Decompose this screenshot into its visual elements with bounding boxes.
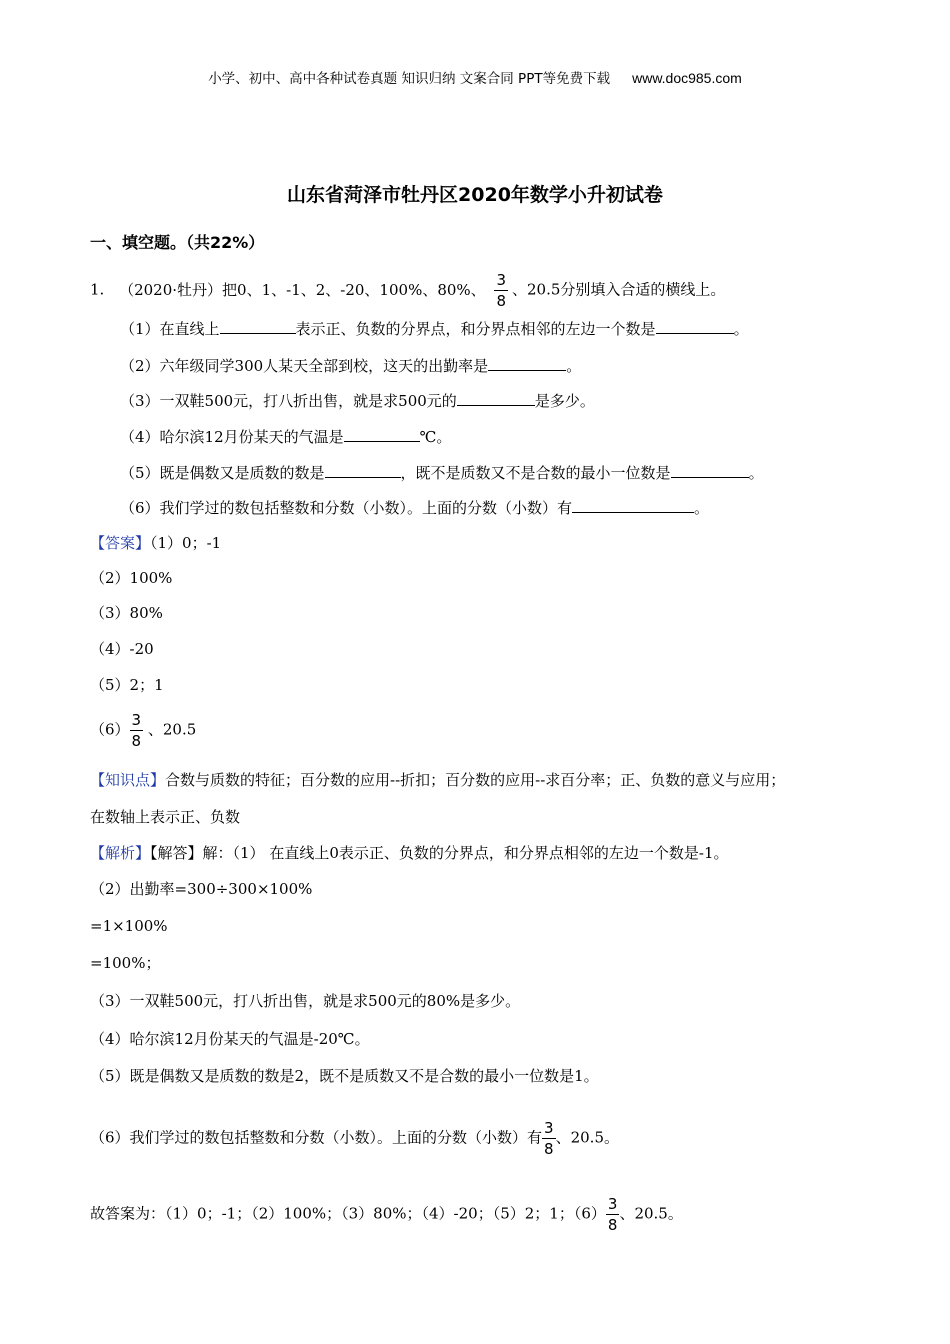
answer-blank[interactable] bbox=[457, 390, 535, 406]
answer-line-1: 【答案】（1）0；-1 bbox=[90, 534, 222, 552]
knowledge-label: 【知识点】 bbox=[90, 771, 166, 789]
sub-question-4: （4）哈尔滨12月份某天的气温是 ℃。 bbox=[120, 428, 452, 446]
analysis-line-6: （4）哈尔滨12月份某天的气温是-20℃。 bbox=[90, 1030, 370, 1048]
analysis-label: 【解析】 bbox=[90, 844, 151, 862]
answer-blank[interactable] bbox=[220, 318, 296, 334]
sub-question-6: （6）我们学过的数包括整数和分数（小数）。上面的分数（小数）有 。 bbox=[120, 499, 710, 517]
knowledge-line-1: 【知识点】合数与质数的特征；百分数的应用--折扣；百分数的应用--求百分率；正、负数的意义与应用； bbox=[90, 771, 786, 789]
sub-question-3: （3）一双鞋500元，打八折出售，就是求500元的 是多少。 bbox=[120, 392, 595, 410]
analysis-line-2: （2）出勤率=300÷300×100% bbox=[90, 880, 313, 898]
answer-blank[interactable] bbox=[344, 426, 420, 442]
answer-blank[interactable] bbox=[488, 355, 566, 371]
analysis-line-3: =1×100% bbox=[90, 917, 168, 935]
question-number: 1. bbox=[90, 280, 105, 299]
answer-blank[interactable] bbox=[671, 462, 749, 478]
header-text: 小学、初中、高中各种试卷真题 知识归纳 文案合同 PPT等免费下载 bbox=[208, 71, 611, 87]
page-header bbox=[0, 68, 950, 89]
answer-line-5: （5）2；1 bbox=[90, 676, 164, 694]
answer-blank[interactable] bbox=[656, 318, 734, 334]
analysis-line-4: =100%； bbox=[90, 954, 161, 972]
fraction-3-8: $\frac{3}{8}$ bbox=[607, 1195, 618, 1234]
header-site[interactable]: www.doc985.com bbox=[632, 70, 742, 86]
analysis-line-5: （3）一双鞋500元，打八折出售，就是求500元的80%是多少。 bbox=[90, 992, 521, 1010]
fraction-3-8: $\frac{3}{8}$ bbox=[544, 1119, 554, 1158]
answer-label: 【答案】 bbox=[90, 534, 151, 552]
answer-line-3: （3）80% bbox=[90, 604, 163, 622]
answer-line-2: （2）100% bbox=[90, 569, 173, 587]
sub-question-2: （2）六年级同学300人某天全部到校，这天的出勤率是 。 bbox=[120, 357, 582, 375]
question-1-stem: 1. （2020·牡丹）把0、1、-1、2、-20、100%、80%、 $\frac{3}{8}$ 、20.5分别填入合适的横线上。 bbox=[90, 271, 726, 310]
analysis-line-7: （5）既是偶数又是质数的数是2，既不是质数又不是合数的最小一位数是1。 bbox=[90, 1067, 599, 1085]
analysis-line-8: （6）我们学过的数包括整数和分数（小数）。上面的分数（小数）有 $\frac{3}{8}$ 、20.5。 bbox=[90, 1119, 619, 1158]
section-heading: 一、填空题。（共22%） bbox=[90, 233, 265, 252]
knowledge-line-2: 在数轴上表示正、负数 bbox=[90, 808, 241, 826]
fraction-3-8: $\frac{3}{8}$ bbox=[496, 271, 506, 310]
answer-line-4: （4）-20 bbox=[90, 640, 154, 658]
answer-line-6: （6） $\frac{3}{8}$ 、20.5 bbox=[90, 711, 197, 750]
fraction-3-8: $\frac{3}{8}$ bbox=[131, 711, 142, 750]
sub-question-1: （1）在直线上 表示正、负数的分界点，和分界点相邻的左边一个数是 。 bbox=[120, 320, 749, 338]
answer-blank[interactable] bbox=[572, 497, 694, 513]
final-answer: 故答案为：（1）0；-1；（2）100%；（3）80%；（4）-20；（5）2；1；（6） $\frac{3}{8}$ 、20.5。 bbox=[90, 1195, 683, 1234]
sub-question-5: （5）既是偶数又是质数的数是 ，既不是质数又不是合数的最小一位数是 。 bbox=[120, 464, 764, 482]
answer-blank[interactable] bbox=[325, 462, 401, 478]
analysis-line-1: 【解析】【解答】解：（1） 在直线上0表示正、负数的分界点，和分界点相邻的左边一个数是-1。 bbox=[90, 844, 729, 862]
page-title: 山东省菏泽市牡丹区2020年数学小升初试卷 bbox=[287, 184, 663, 206]
